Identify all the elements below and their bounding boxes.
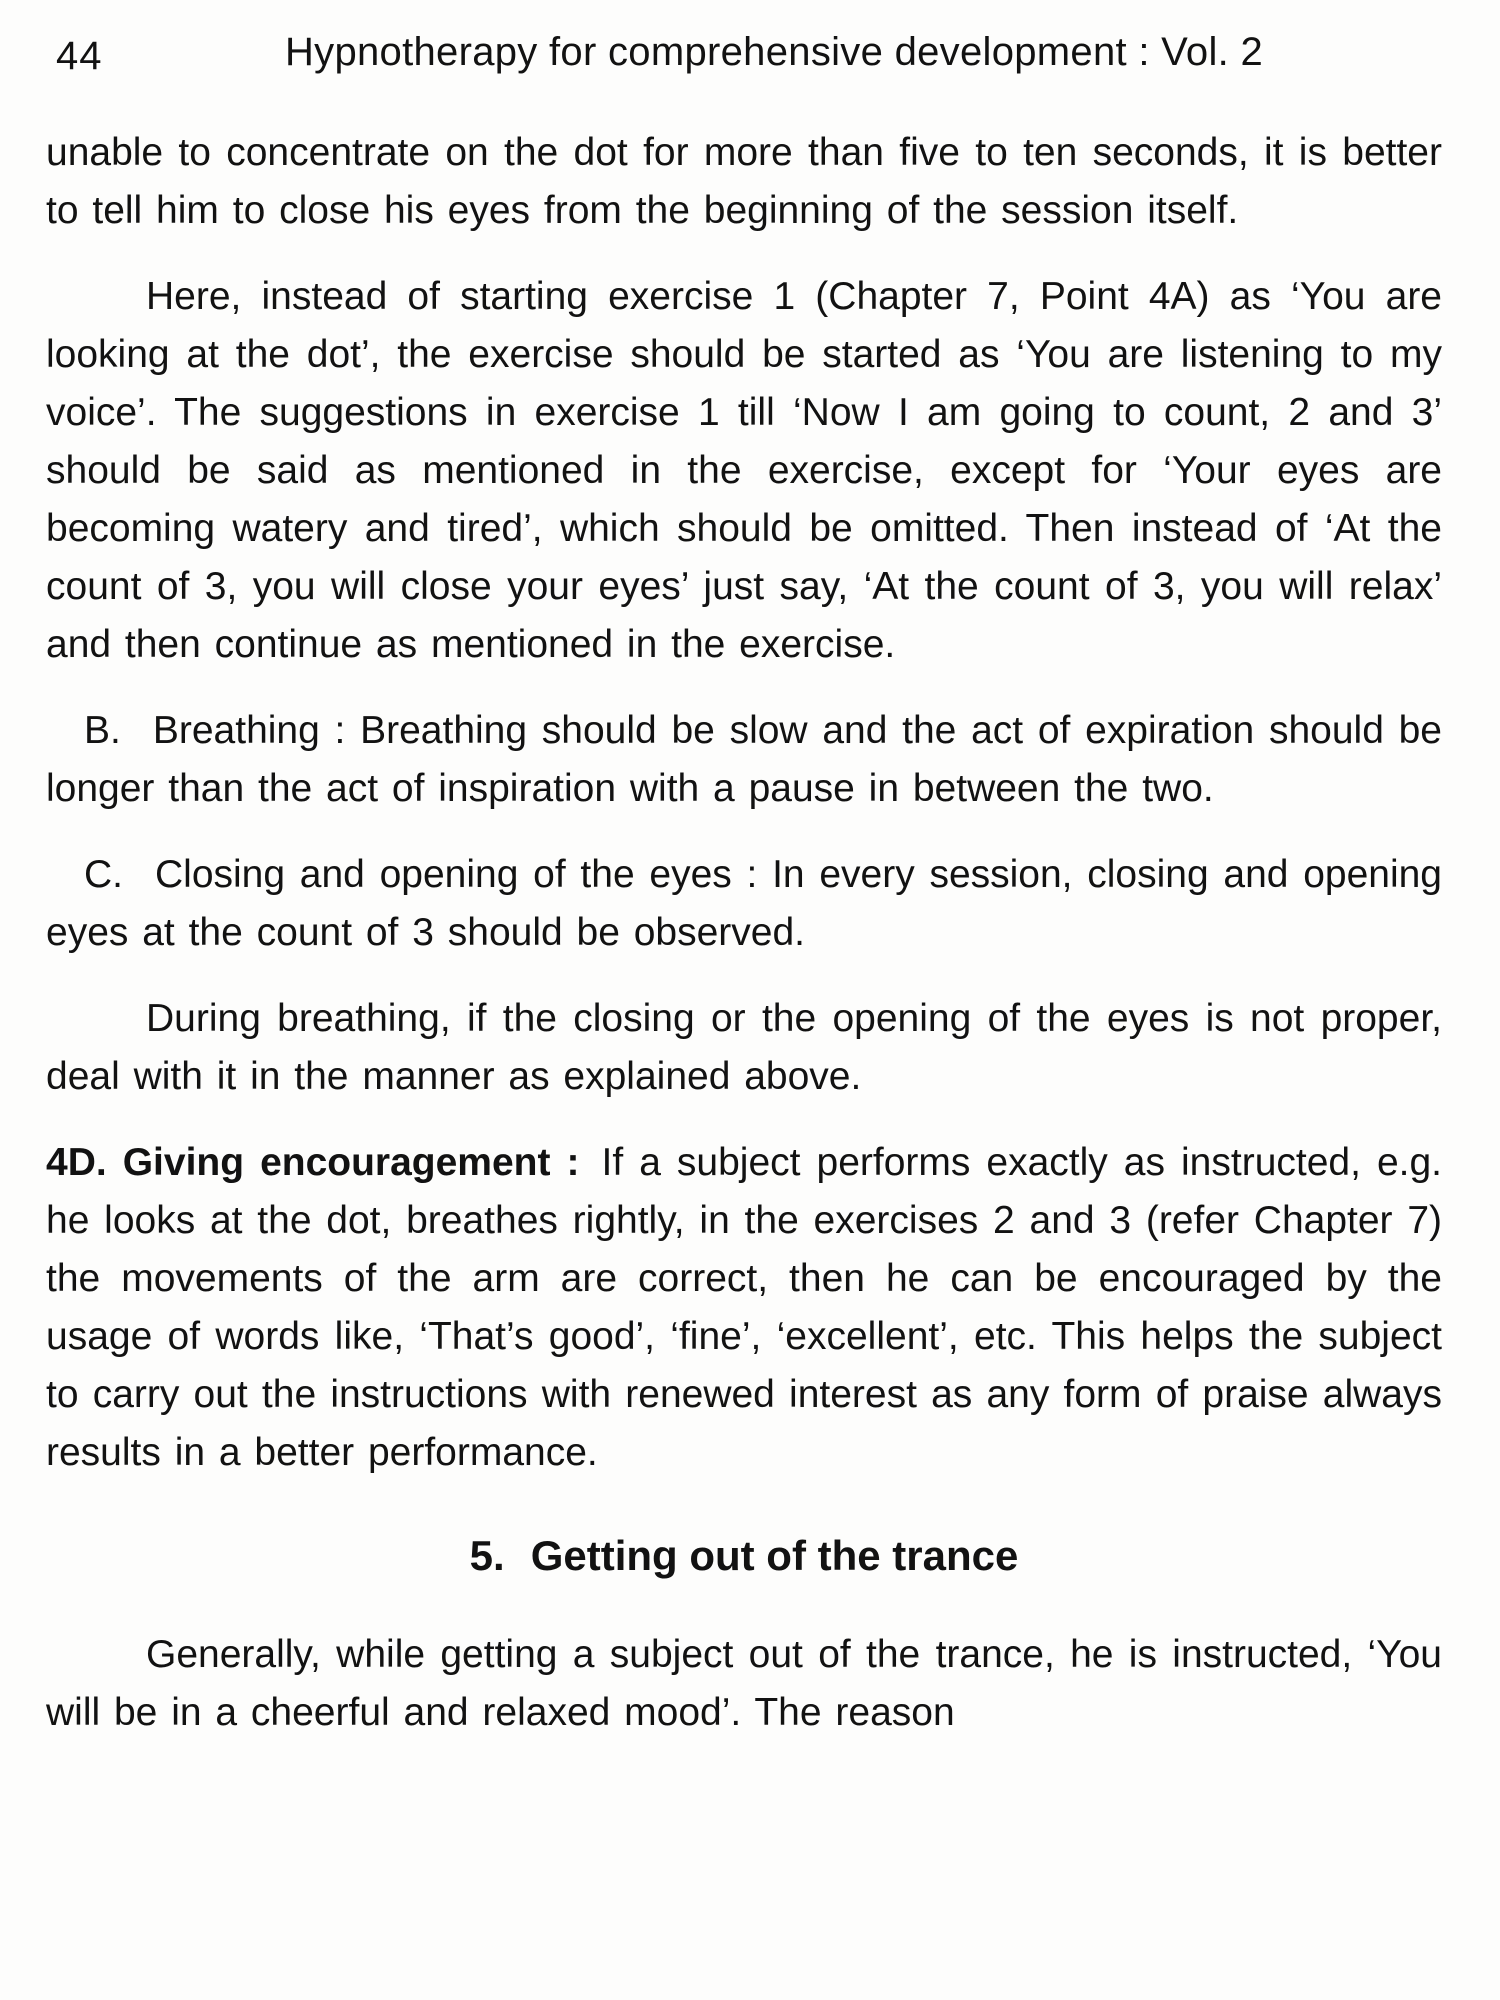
running-title: Hypnotherapy for comprehensive development : Vol. 2 [284, 30, 1264, 74]
paragraph-breathing [46, 702, 1442, 818]
paragraph-closing-opening [46, 846, 1442, 962]
section-heading-number: 5. [469, 1532, 505, 1579]
page-header [46, 30, 1442, 86]
page-number: 44 [56, 34, 103, 78]
item-label-b: B. [84, 709, 121, 752]
paragraph-continuation: unable to concentrate on the dot for more than five to ten seconds, it is better to tell him to close his eyes from the beginning of the session itself. [46, 131, 1442, 232]
page-body [46, 124, 1442, 1742]
paragraph-during-breathing: During breathing, if the closing or the opening of the eyes is not proper, deal with it in the manner as explained above. [46, 997, 1442, 1098]
paragraph-giving-encouragement [46, 1134, 1442, 1482]
paragraph-exercise-instructions: Here, instead of starting exercise 1 (Chapter 7, Point 4A) as ‘You are looking at the dot’, the exercise should be started as ‘You are listening to my voice’. The suggestions in exercise 1 till ‘Now I am going to count, 2 and 3’ should be said as mentioned in the exercise, except for ‘Your eyes are becoming watery and tired’, which should be omitted. Then instead of ‘At the count of 3, you will close your eyes’ just say, ‘At the count of 3, you will relax’ and then continue as mentioned in the exercise. [46, 275, 1442, 666]
paragraph-4d-lead: 4D. Giving encouragement : [46, 1141, 580, 1184]
section-heading [46, 1528, 1442, 1584]
paragraph-getting-out: Generally, while getting a subject out of the trance, he is instructed, ‘You will be in a cheerful and relaxed mood’. The reason [46, 1633, 1442, 1734]
item-label-c: C. [84, 853, 123, 896]
section-heading-text: Getting out of the trance [530, 1532, 1019, 1579]
paragraph-breathing-text: Breathing : Breathing should be slow and the act of expiration should be longer than the act of inspiration with a pause in between the two. [46, 709, 1442, 810]
paragraph-4d-text: If a subject performs exactly as instructed, e.g. he looks at the dot, breathes rightly, in the exercises 2 and 3 (refer Chapter 7) the movements of the arm are correct, then he can be encouraged by the usage of words like, ‘That’s good’, ‘fine’, ‘excellent’, etc. This helps the subject to carry out the instructions with renewed interest as any form of praise always results in a better performance. [46, 1141, 1443, 1474]
paragraph-closing-opening-text: Closing and opening of the eyes : In every session, closing and opening eyes at the count of 3 should be observed. [46, 853, 1442, 954]
